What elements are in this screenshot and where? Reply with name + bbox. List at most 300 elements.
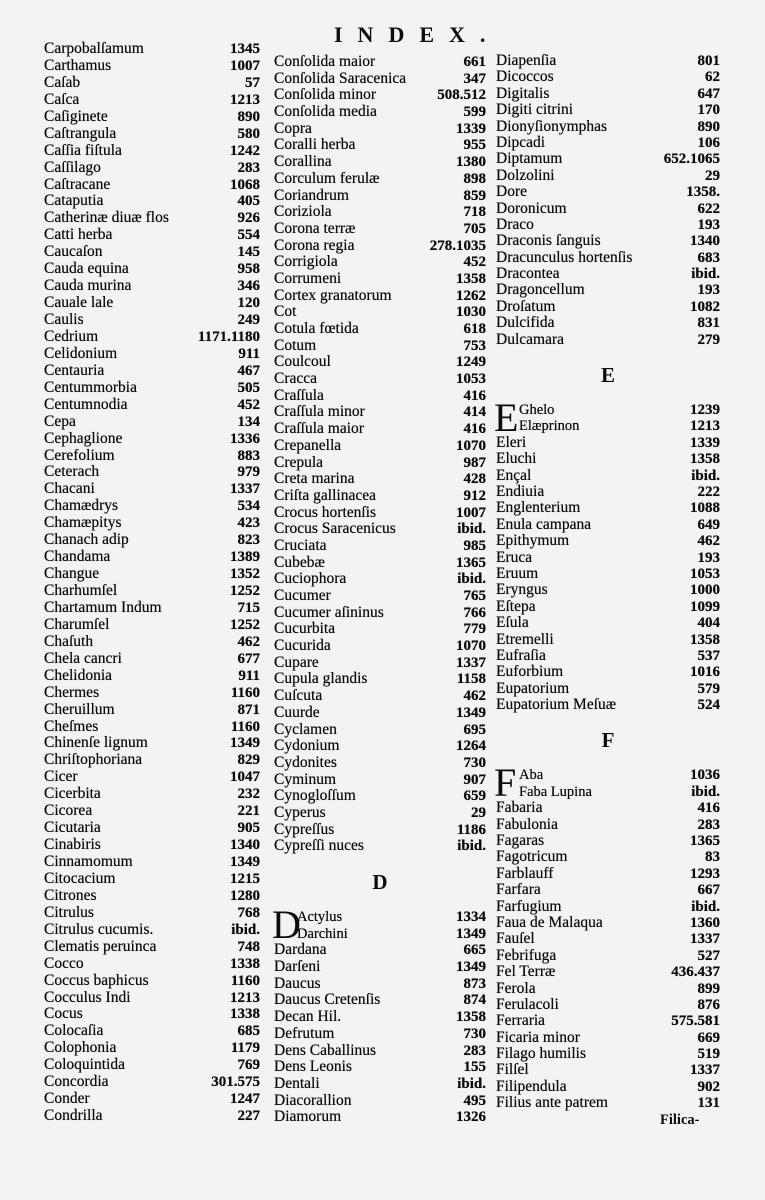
index-entry <box>274 54 486 71</box>
index-entry <box>496 784 720 800</box>
index-entry <box>44 803 260 820</box>
entry-name: Colocaſia <box>44 1022 104 1040</box>
index-entry <box>274 722 486 739</box>
entry-page: 1349 <box>456 925 486 942</box>
index-entry <box>44 431 260 448</box>
index-entry <box>44 58 260 75</box>
entry-name: Draconis ſanguis <box>496 232 601 250</box>
entry-name: Daucus <box>274 974 321 992</box>
entry-name: Fel Terræ <box>496 963 556 981</box>
index-entry <box>44 380 260 397</box>
entry-page: 1360 <box>690 914 720 931</box>
index-entry <box>44 177 260 194</box>
index-entry <box>44 278 260 295</box>
entry-page: 278.1035 <box>429 237 486 254</box>
entry-page: 1358. <box>686 184 720 201</box>
entry-name: Cynogloſſum <box>274 787 356 805</box>
index-entry <box>274 71 486 88</box>
index-entry <box>496 997 720 1013</box>
section-entries <box>494 760 720 1112</box>
entry-page: 505 <box>237 379 260 396</box>
entry-name: Dionyſionymphas <box>496 117 608 135</box>
entry-name: Coriziola <box>274 203 332 221</box>
entry-page: 1365 <box>690 833 720 850</box>
entry-name: Draco <box>496 215 534 233</box>
entry-name: Conſolida media <box>274 103 377 121</box>
entry-page: 428 <box>463 471 486 488</box>
index-entry <box>496 697 720 713</box>
index-entry <box>496 964 720 980</box>
entry-name: Caſſia fiſtula <box>44 141 122 159</box>
index-entry <box>496 866 720 882</box>
entry-name: Diacorallion <box>274 1091 352 1109</box>
index-entry <box>274 271 486 288</box>
index-entry <box>496 217 720 233</box>
entry-page: 1293 <box>690 865 720 882</box>
index-entry <box>44 651 260 668</box>
entry-page: 283 <box>237 159 260 176</box>
entry-name: Citrones <box>44 886 97 904</box>
entry-page: 1338 <box>230 1006 260 1023</box>
index-entry <box>44 126 260 143</box>
entry-page: 730 <box>463 1025 486 1042</box>
entry-name: Chinenſe lignum <box>44 734 148 752</box>
index-entry <box>496 948 720 964</box>
index-entry <box>274 137 486 154</box>
entry-page: 1186 <box>456 821 486 838</box>
index-entry <box>44 464 260 481</box>
index-entry <box>44 600 260 617</box>
index-entry <box>44 735 260 752</box>
entry-page: 926 <box>237 210 260 227</box>
entry-page: 912 <box>463 487 486 504</box>
entry-name: Filipendula <box>496 1077 567 1095</box>
entry-page: ibid. <box>457 1075 486 1092</box>
index-entry <box>274 671 486 688</box>
index-column-1 <box>44 41 260 1125</box>
entry-page: 452 <box>237 396 260 413</box>
entry-name: Cheſmes <box>44 717 99 735</box>
index-entry <box>44 939 260 956</box>
index-entry <box>44 566 260 583</box>
page-title: INDEX. <box>334 22 501 47</box>
entry-name: Cauda equina <box>44 260 129 278</box>
index-entry <box>44 871 260 888</box>
entry-name: Ceterach <box>44 463 100 481</box>
entry-page: 134 <box>237 413 260 430</box>
entry-page: 527 <box>697 947 720 964</box>
index-entry <box>274 421 486 438</box>
index-entry <box>274 621 486 638</box>
index-entry <box>44 617 260 634</box>
index-entry <box>44 244 260 261</box>
entry-name: Chaſuth <box>44 632 94 650</box>
index-entry <box>274 738 486 755</box>
entry-name: Cupula glandis <box>274 670 368 688</box>
index-entry <box>44 990 260 1007</box>
entry-page: 1160 <box>230 684 260 701</box>
entry-page: 599 <box>463 104 486 121</box>
index-entry <box>496 484 720 500</box>
index-entry <box>274 154 486 171</box>
entry-page: 416 <box>697 800 720 817</box>
index-entry <box>274 171 486 188</box>
index-entry <box>44 1108 260 1125</box>
entry-page: 534 <box>237 498 260 515</box>
index-entry <box>44 363 260 380</box>
entry-page: 1242 <box>230 142 260 159</box>
entry-page: 57 <box>245 74 260 91</box>
entry-name: Cicerbita <box>44 785 101 803</box>
index-entry <box>496 168 720 184</box>
entry-name: Caſtracane <box>44 175 111 193</box>
entry-name: Cauale lale <box>44 294 114 312</box>
entry-name: Dipcadi <box>496 133 546 151</box>
index-entry <box>44 414 260 431</box>
entry-page: 1336 <box>230 430 260 447</box>
entry-name: Crepanella <box>274 436 342 454</box>
entry-page: ibid. <box>691 783 720 800</box>
entry-page: 405 <box>237 193 260 210</box>
entry-page: 665 <box>463 942 486 959</box>
index-entry <box>274 926 486 943</box>
entry-name: Dracunculus hortenſis <box>496 248 633 266</box>
entry-name: Crocus hortenſis <box>274 503 377 521</box>
index-entry <box>274 688 486 705</box>
index-entry <box>44 820 260 837</box>
entry-name: Farblauff <box>496 864 554 882</box>
entry-name: Chanach adip <box>44 531 129 549</box>
entry-page: 1358 <box>456 270 486 287</box>
entry-page: 1247 <box>230 1091 260 1108</box>
index-entry <box>496 53 720 69</box>
entry-page: 462 <box>697 533 720 550</box>
index-entry <box>44 719 260 736</box>
index-entry <box>496 102 720 118</box>
entry-name: Dolzolini <box>496 166 555 184</box>
entry-page: 1070 <box>456 638 486 655</box>
index-entry <box>44 481 260 498</box>
index-entry <box>44 583 260 600</box>
entry-name: Dentali <box>274 1074 320 1092</box>
entry-name: Cicutaria <box>44 819 101 837</box>
index-entry <box>274 121 486 138</box>
entry-page: 120 <box>237 295 260 312</box>
entry-name: Cucumer <box>274 587 331 604</box>
entry-page: 1349 <box>456 959 486 976</box>
entry-name: Corrigiola <box>274 253 338 271</box>
index-entry <box>274 438 486 455</box>
entry-name: Chacani <box>44 480 95 498</box>
index-entry <box>496 981 720 997</box>
entry-page: 83 <box>705 849 720 866</box>
entry-name: Centummorbia <box>44 378 137 396</box>
entry-name: Concordia <box>44 1073 109 1091</box>
entry-page: 1036 <box>690 767 720 784</box>
entry-page: ibid. <box>691 898 720 915</box>
entry-name: Corculum ferulæ <box>274 169 380 187</box>
entry-page: ibid. <box>231 921 260 938</box>
entry-name: Criſta gallinacea <box>274 486 376 504</box>
index-entry <box>496 282 720 298</box>
entry-name: Cypreſſi nuces <box>274 837 364 855</box>
entry-page: 1213 <box>690 418 720 435</box>
entry-name: Fauſel <box>496 930 535 948</box>
entry-page: 416 <box>463 421 486 438</box>
entry-page: 911 <box>238 667 260 684</box>
entry-page: 874 <box>463 992 486 1009</box>
index-entry <box>496 599 720 615</box>
entry-page: 1179 <box>230 1040 260 1057</box>
index-entry <box>274 805 486 822</box>
entry-name: Colophonia <box>44 1039 117 1057</box>
entry-name: Dens Leonis <box>274 1058 352 1076</box>
index-entry <box>44 143 260 160</box>
entry-name: Aba <box>519 767 544 784</box>
entry-page: ibid. <box>457 521 486 538</box>
entry-page: 876 <box>697 996 720 1013</box>
entry-page: 416 <box>463 387 486 404</box>
index-entry <box>44 109 260 126</box>
entry-name: Cubebæ <box>274 553 325 571</box>
entry-name: Defrutum <box>274 1024 335 1042</box>
entry-page: 575.581 <box>671 1013 720 1030</box>
entry-page: 1339 <box>456 120 486 137</box>
entry-page: 1070 <box>456 437 486 454</box>
entry-name: Catti herba <box>44 226 113 244</box>
entry-page: 221 <box>237 803 260 820</box>
entry-page: 145 <box>237 244 260 261</box>
entry-name: Coloquintida <box>44 1056 125 1074</box>
entry-page: 436.437 <box>671 964 720 981</box>
entry-name: Chriſtophoriana <box>44 751 143 769</box>
index-entry <box>274 1043 486 1060</box>
entry-page: 669 <box>697 1029 720 1046</box>
entry-name: Centauria <box>44 361 105 379</box>
index-entry <box>274 354 486 371</box>
index-entry <box>274 87 486 104</box>
entry-name: Darchini <box>297 925 348 942</box>
index-entry <box>274 1109 486 1126</box>
index-entry <box>274 992 486 1009</box>
index-entry <box>496 1030 720 1046</box>
entry-page: 193 <box>697 282 720 299</box>
entry-name: Cheruillum <box>44 700 115 718</box>
entry-page: ibid. <box>457 838 486 855</box>
entry-page: 1171.1180 <box>197 328 260 345</box>
entry-page: 249 <box>237 312 260 328</box>
entry-page: 1389 <box>230 549 260 566</box>
entry-page: 661 <box>463 54 486 70</box>
entry-name: Fagotricum <box>496 848 568 866</box>
index-entry <box>274 1076 486 1093</box>
index-entry <box>496 332 720 348</box>
entry-name: Conſolida maior <box>274 53 376 70</box>
index-entry <box>44 1091 260 1108</box>
index-entry <box>496 1046 720 1062</box>
entry-name: Changue <box>44 565 100 583</box>
entry-page: 1349 <box>456 704 486 721</box>
entry-name: Dardana <box>274 941 327 959</box>
entry-page: 718 <box>463 204 486 221</box>
entry-page: 1160 <box>230 972 260 989</box>
entry-name: Cracca <box>274 370 318 388</box>
index-entry <box>496 849 720 865</box>
entry-page: 883 <box>237 447 260 464</box>
index-entry <box>274 959 486 976</box>
entry-name: Corona terræ <box>274 219 356 237</box>
entry-name: Caſca <box>44 90 80 108</box>
index-entry <box>274 521 486 538</box>
entry-name: Carpobalſamum <box>44 40 144 57</box>
entry-page: 859 <box>463 187 486 204</box>
index-entry <box>274 772 486 789</box>
index-entry <box>274 976 486 993</box>
entry-name: Cyminum <box>274 770 337 788</box>
entry-name: Eupatorium Meſuæ <box>496 696 617 714</box>
entry-page: 346 <box>237 278 260 295</box>
index-entry <box>44 1057 260 1074</box>
index-entry <box>496 233 720 249</box>
entry-page: 685 <box>237 1023 260 1040</box>
entry-page: 1030 <box>456 304 486 321</box>
index-entry <box>274 755 486 772</box>
entry-name: Dore <box>496 183 527 201</box>
index-entry <box>496 151 720 167</box>
entry-name: Endiuia <box>496 482 545 500</box>
entry-page: 730 <box>463 754 486 771</box>
entry-page: 902 <box>697 1078 720 1095</box>
index-entry <box>274 605 486 622</box>
index-entry <box>496 915 720 931</box>
index-entry <box>44 786 260 803</box>
entry-page: 29 <box>705 167 720 184</box>
entry-name: Citrulus cucumis. <box>44 920 154 938</box>
drop-cap: E <box>494 395 519 441</box>
entry-page: 1345 <box>230 41 260 57</box>
entry-page: 131 <box>697 1095 720 1112</box>
entry-name: Caſtrangula <box>44 124 117 142</box>
index-entry <box>44 498 260 515</box>
index-entry <box>496 833 720 849</box>
entry-page: 1047 <box>230 769 260 786</box>
index-entry <box>496 566 720 582</box>
entry-page: 347 <box>463 70 486 87</box>
index-entry <box>496 615 720 631</box>
index-entry <box>496 517 720 533</box>
entry-page: 1339 <box>690 434 720 451</box>
entry-name: Cocculus Indi <box>44 988 131 1006</box>
entry-name: Citrulus <box>44 903 94 921</box>
index-entry <box>496 135 720 151</box>
entry-page: 1280 <box>230 887 260 904</box>
entry-name: Caſab <box>44 73 81 91</box>
entry-name: Chela cancri <box>44 649 122 667</box>
entry-name: Actylus <box>297 909 343 925</box>
entry-name: Coralli herba <box>274 136 356 154</box>
index-entry <box>496 451 720 467</box>
section-entries <box>44 41 260 1125</box>
section-heading: D <box>372 870 388 894</box>
entry-page: 831 <box>697 315 720 332</box>
index-entry <box>274 909 486 926</box>
entry-name: Corallina <box>274 153 332 171</box>
entry-name: Conder <box>44 1090 90 1108</box>
entry-page: 705 <box>463 220 486 237</box>
entry-name: Cedrium <box>44 327 99 345</box>
entry-page: 1337 <box>690 1062 720 1079</box>
index-entry <box>44 956 260 973</box>
index-entry <box>44 160 260 177</box>
entry-page: 1358 <box>690 631 720 648</box>
index-entry <box>274 655 486 672</box>
entry-name: Faba Lupina <box>519 783 592 800</box>
entry-name: Cyperus <box>274 803 326 821</box>
entry-name: Dens Caballinus <box>274 1041 377 1059</box>
index-entry <box>274 505 486 522</box>
entry-name: Filſel <box>496 1061 529 1079</box>
entry-page: 62 <box>705 69 720 86</box>
entry-page: 958 <box>237 261 260 278</box>
index-entry <box>496 648 720 664</box>
section-heading: E <box>600 363 615 388</box>
index-entry <box>274 571 486 588</box>
entry-name: Celidonium <box>44 344 118 362</box>
entry-name: Digiti citrini <box>496 101 574 119</box>
entry-name: Cepa <box>44 412 76 430</box>
entry-page: 170 <box>697 102 720 119</box>
entry-page: 1340 <box>690 233 720 250</box>
entry-page: 1053 <box>690 565 720 582</box>
index-section <box>496 348 720 713</box>
index-entry <box>44 261 260 278</box>
index-entry <box>44 295 260 312</box>
index-entry <box>496 266 720 282</box>
index-entry <box>44 634 260 651</box>
index-entry <box>44 515 260 532</box>
entry-name: Daucus Cretenſis <box>274 991 381 1009</box>
index-column-3 <box>496 53 720 1112</box>
entry-page: 1213 <box>230 989 260 1006</box>
index-entry <box>44 702 260 719</box>
index-entry <box>44 210 260 227</box>
index-entry <box>44 1006 260 1023</box>
entry-name: Etremelli <box>496 630 554 648</box>
index-entry <box>274 1026 486 1043</box>
index-entry <box>274 1009 486 1026</box>
index-column-2 <box>274 54 486 1126</box>
entry-name: Dragoncellum <box>496 281 585 299</box>
entry-page: ibid. <box>691 467 720 484</box>
entry-name: Ençal <box>496 466 532 484</box>
entry-page: 1158 <box>456 671 486 688</box>
entry-page: 766 <box>463 604 486 621</box>
entry-page: 1099 <box>690 598 720 615</box>
index-entry <box>274 238 486 255</box>
entry-page: 1349 <box>230 854 260 870</box>
entry-page: 227 <box>237 1108 260 1125</box>
entry-name: Copra <box>274 119 312 137</box>
index-entry <box>496 664 720 680</box>
entry-name: Diamorum <box>274 1108 342 1126</box>
entry-name: Ferraria <box>496 1012 546 1030</box>
index-entry <box>496 250 720 266</box>
entry-name: Eſula <box>496 614 529 632</box>
entry-page: 452 <box>463 254 486 271</box>
entry-page: 955 <box>463 137 486 154</box>
entry-name: Condrilla <box>44 1107 103 1125</box>
entry-name: Cauda murina <box>44 277 132 295</box>
